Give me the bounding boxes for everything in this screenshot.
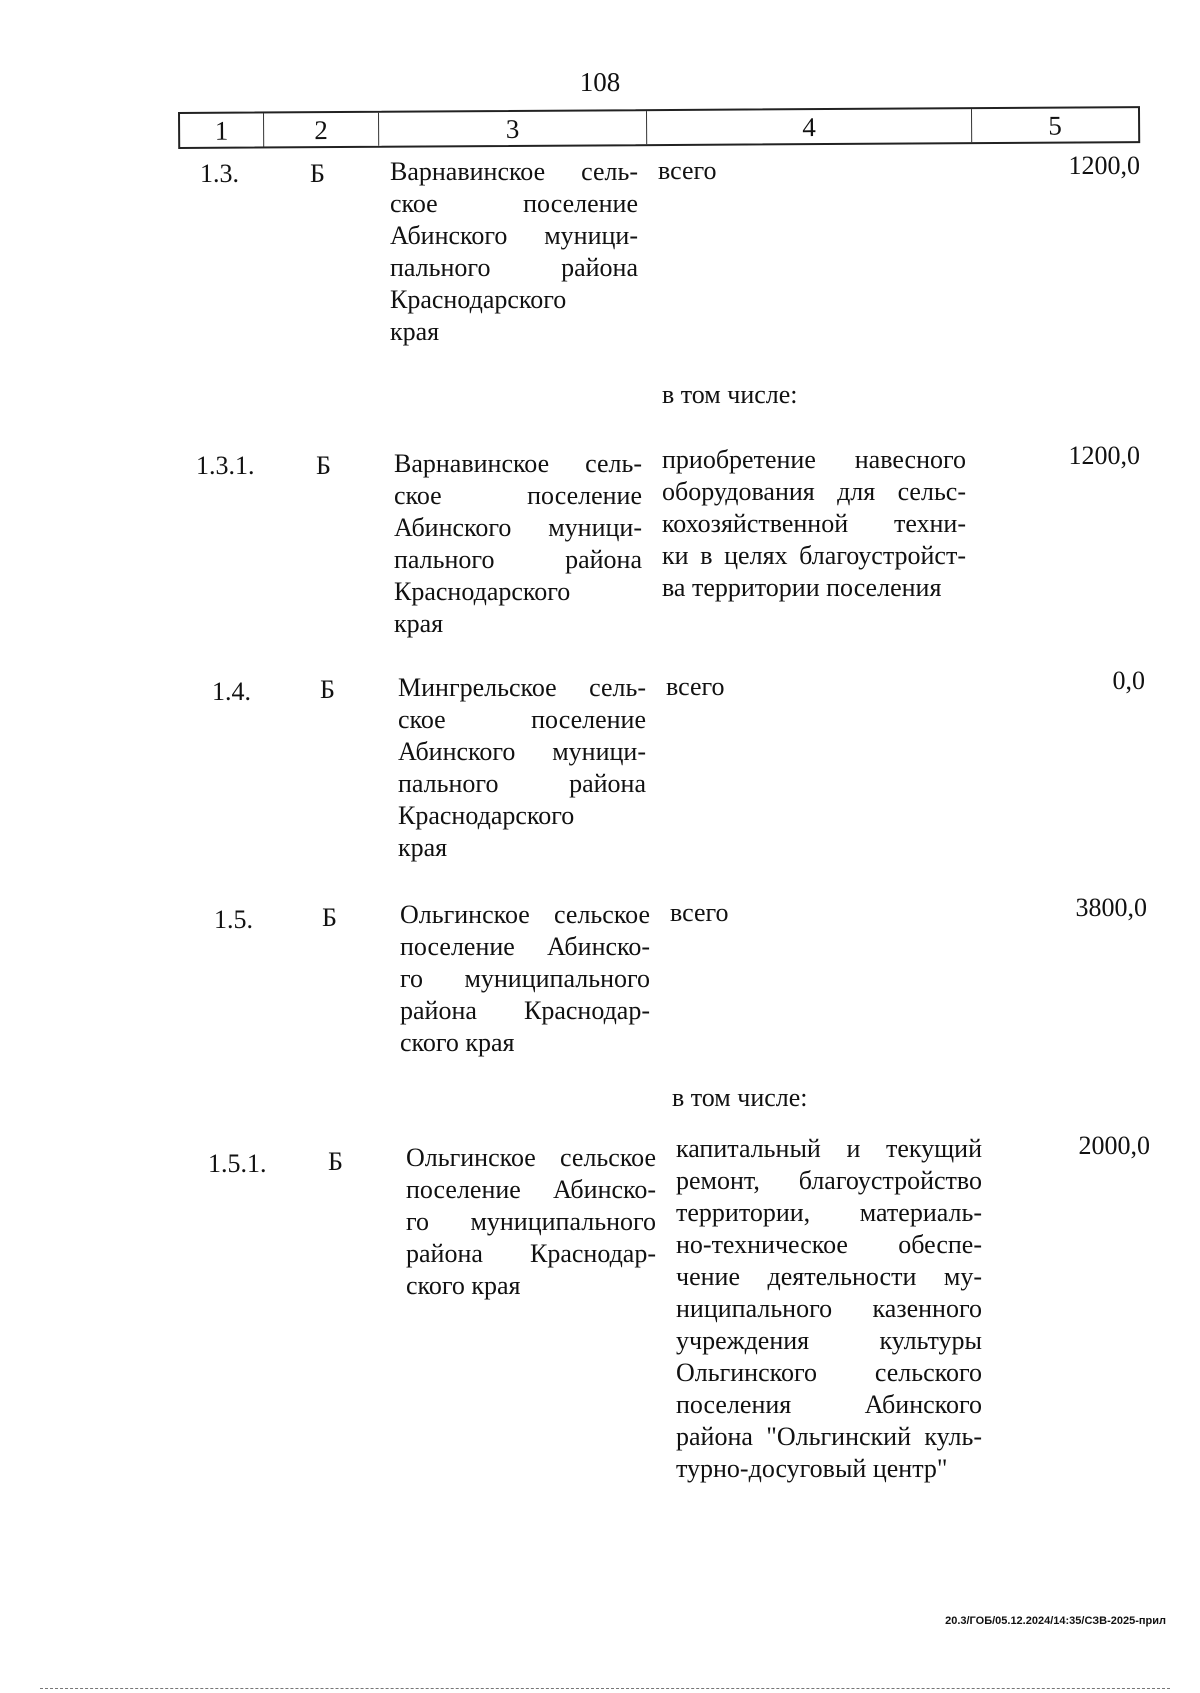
purpose-line: Ольгинского сельского bbox=[676, 1358, 982, 1387]
description-line: Абинского муници- bbox=[398, 737, 646, 766]
purpose-line: всего bbox=[670, 898, 729, 927]
purpose-line: кохозяйственной техни- bbox=[662, 509, 966, 538]
description-line: Варнавинское сель- bbox=[394, 449, 642, 478]
row-number: 1.5.1. bbox=[208, 1149, 267, 1178]
purpose-line: турно-досуговый центр" bbox=[676, 1454, 948, 1483]
row-amount: 1200,0 bbox=[1068, 441, 1140, 470]
description-line: Краснодарского bbox=[390, 285, 567, 314]
row-description bbox=[390, 156, 638, 348]
header-cell-1: 1 bbox=[180, 113, 264, 147]
description-line: Абинского муници- bbox=[394, 513, 642, 542]
description-line: Краснодарского bbox=[398, 801, 575, 830]
purpose-line: приобретение навесного bbox=[662, 445, 966, 474]
description-line: пального района bbox=[398, 769, 646, 798]
purpose-line: всего bbox=[658, 156, 717, 185]
purpose-line: ки в целях благоустройст- bbox=[662, 541, 966, 570]
row-purpose bbox=[670, 897, 974, 929]
row-description bbox=[394, 448, 642, 640]
document-code: 20.3/ГОБ/05.12.2024/14:35/СЗВ-2025-прил bbox=[945, 1615, 1166, 1627]
row-purpose bbox=[662, 444, 966, 604]
description-line: ского края bbox=[406, 1271, 521, 1300]
purpose-line: района "Ольгинский куль- bbox=[676, 1422, 982, 1451]
purpose-line: ва территории поселения bbox=[662, 573, 942, 602]
description-line: пального района bbox=[390, 253, 638, 282]
row-number: 1.3.1. bbox=[196, 451, 255, 480]
row-description bbox=[398, 672, 646, 864]
description-line: района Краснодар- bbox=[406, 1239, 656, 1268]
description-line: ское поселение bbox=[394, 481, 642, 510]
purpose-line: но-техническое обеспе- bbox=[676, 1230, 982, 1259]
row-purpose bbox=[666, 671, 970, 703]
description-line: Абинского муници- bbox=[390, 221, 638, 250]
description-line: Ольгинское сельское bbox=[400, 900, 650, 929]
row-description bbox=[406, 1142, 656, 1302]
row-amount: 1200,0 bbox=[1068, 151, 1140, 180]
purpose-line: учреждения культуры bbox=[676, 1326, 982, 1355]
row-letter: Б bbox=[320, 675, 335, 704]
description-line: района Краснодар- bbox=[400, 996, 650, 1025]
row-amount: 3800,0 bbox=[1075, 893, 1147, 922]
description-line: Мингрельское сель- bbox=[398, 673, 646, 702]
row-number: 1.4. bbox=[212, 677, 251, 706]
row-number: 1.3. bbox=[200, 159, 239, 188]
description-line: го муниципального bbox=[406, 1207, 656, 1236]
description-line: ское поселение bbox=[390, 189, 638, 218]
subheading: в том числе: bbox=[662, 380, 798, 409]
description-line: Ольгинское сельское bbox=[406, 1143, 656, 1172]
purpose-line: ремонт, благоустройство bbox=[676, 1166, 982, 1195]
row-amount: 0,0 bbox=[1112, 666, 1145, 695]
header-cell-4: 4 bbox=[647, 109, 972, 144]
description-line: го муниципального bbox=[400, 964, 650, 993]
row-purpose bbox=[658, 155, 962, 187]
description-line: пального района bbox=[394, 545, 642, 574]
row-letter: Б bbox=[310, 159, 325, 188]
description-line: ского края bbox=[400, 1028, 515, 1057]
row-letter: Б bbox=[328, 1147, 343, 1176]
description-line: края bbox=[398, 833, 448, 862]
description-line: края bbox=[394, 609, 444, 638]
header-cell-2: 2 bbox=[264, 113, 379, 147]
description-line: Краснодарского bbox=[394, 577, 571, 606]
description-line: Варнавинское сель- bbox=[390, 157, 638, 186]
description-line: поселение Абинско- bbox=[406, 1175, 656, 1204]
row-letter: Б bbox=[316, 451, 331, 480]
row-amount: 2000,0 bbox=[1078, 1131, 1150, 1160]
purpose-line: оборудования для сельс- bbox=[662, 477, 966, 506]
bottom-rule bbox=[40, 1688, 1170, 1689]
purpose-line: капитальный и текущий bbox=[676, 1134, 982, 1163]
table-header bbox=[178, 106, 1140, 149]
purpose-line: всего bbox=[666, 672, 725, 701]
purpose-line: поселения Абинского bbox=[676, 1390, 982, 1419]
purpose-line: ниципального казенного bbox=[676, 1294, 982, 1323]
subheading: в том числе: bbox=[672, 1083, 808, 1112]
description-line: края bbox=[390, 317, 440, 346]
purpose-line: территории, материаль- bbox=[676, 1198, 982, 1227]
page-number: 108 bbox=[579, 67, 621, 97]
row-letter: Б bbox=[322, 903, 337, 932]
row-number: 1.5. bbox=[214, 905, 253, 934]
header-cell-5: 5 bbox=[1048, 110, 1062, 141]
row-description bbox=[400, 899, 650, 1059]
description-line: ское поселение bbox=[398, 705, 646, 734]
row-purpose bbox=[676, 1133, 982, 1485]
purpose-line: чение деятельности му- bbox=[676, 1262, 982, 1291]
header-cell-3: 3 bbox=[379, 111, 647, 146]
description-line: поселение Абинско- bbox=[400, 932, 650, 961]
